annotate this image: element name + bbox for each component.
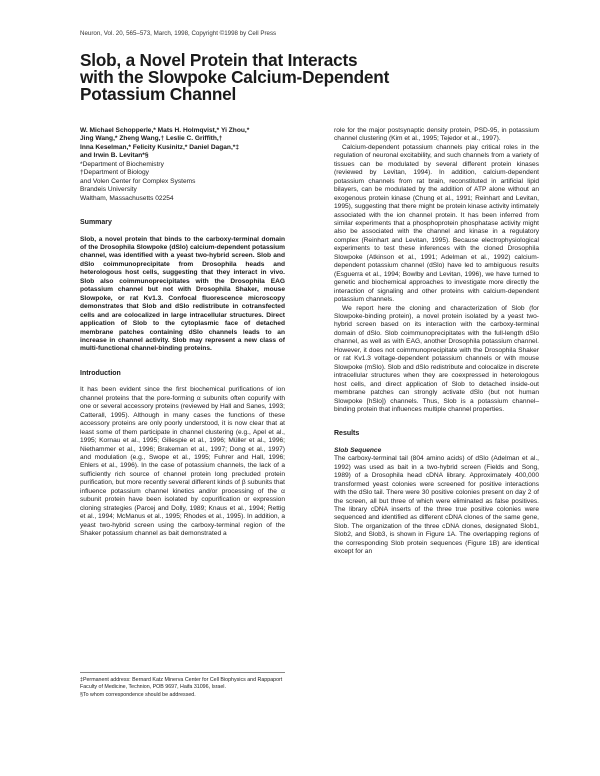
author-line: and Irwin B. Levitan*§ (80, 152, 149, 160)
summary-text: Slob, a novel protein that binds to the carboxy-terminal domain of the Drosophila Slowpoke (dSlo) calcium-dependent potassium channel, was identified with a yeast two-hybrid screen. Slob and dSlo coimmunoprecipitate from Drosophila heads and heterologous host cells, suggesting that they interact in vivo. Slob also coimmunoprecipitates with the Drosophila EAG potassium channel but not with Drosophila Shaker, mouse Slowpoke, or rat Kv1.3. Confocal fluorescence microscopy demonstrates that Slob and dSlo redistribute in cotransfected cells and are colocalized in large intracellular structures. Direct application of Slob to the cytoplasmic face of detached membrane patches containing dSlo channels leads to an increase in channel activity. Slob may represent a new class of multi-functional channel-binding proteins. (80, 235, 285, 353)
author-line: W. Michael Schopperle,* Mats H. Holmqvist,* Yi Zhou,* (80, 127, 250, 134)
introduction-heading: Introduction (80, 369, 121, 377)
affiliation-line: Brandeis University (80, 186, 137, 194)
affiliation-line: and Volen Center for Complex Systems (80, 177, 196, 185)
author-line: Jing Wang,* Zheng Wang,† Leslie C. Griffith,† (80, 135, 223, 143)
author-list (80, 127, 285, 161)
footnote-permanent-address: ‡Permanent address: Bernard Katz Minerva Center for Cell Biophysics and Rappaport Faculty of Medicine, Technion, POB 9697, Haifa 31096, Israel. (80, 677, 283, 691)
title-line: Slob, a Novel Protein that Interacts (80, 50, 358, 70)
affiliation-line: Waltham, Massachusetts 02254 (80, 194, 174, 202)
slob-sequence-subheading: Slob Sequence (334, 446, 382, 454)
footnote-correspondence: §To whom correspondence should be addressed. (80, 691, 196, 698)
title-line: Potassium Channel (80, 84, 237, 104)
journal-citation: Neuron, Vol. 20, 565–573, March, 1998, Copyright ©1998 by Cell Press (80, 30, 277, 37)
footnotes (80, 672, 285, 699)
affiliation-line: †Department of Biology (80, 169, 149, 177)
summary-heading: Summary (80, 219, 112, 227)
right-column (334, 127, 539, 557)
article-title (80, 52, 520, 103)
results-paragraph-1: The carboxy-terminal tail (804 amino acids) of dSlo (Adelman et al., 1992) was used as bait in a two-hybrid screen (Fields and Song, 1989) of a Drosophila head cDNA library. Approximately 400,000 transformed yeast colonies were screened for positive interactions with the dSlo tail. There were 30 positive colonies present on day 2 of the screen, all but three of which were eliminated as false positives. The library cDNA inserts of the three true positive colonies were sequenced and identified as different cDNA clones of the same gene, Slob. The organization of the three cDNA clones, designated Slob1, Slob2, and Slob3, is shown in Figure 1A. The overlapping regions of the corresponding Slob protein sequences (Figure 1B) are identical except for an (334, 455, 539, 556)
intro-paragraph-4: We report here the cloning and characterization of Slob (for Slowpoke-binding protein), a novel protein isolated by a yeast two-hybrid screen based on its interaction with the carboxy-terminal domain of dSlo. Slob coimmunoprecipitates with the full-length dSlo channel, as well as with EAG, another Drosophila potassium channel. However, it does not coimmunoprecipitate with the Drosophila Shaker or rat Kv1.3 voltage-dependent potassium channels or with mouse Slowpoke (mSlo). Slob and dSlo redistribute and colocalize in discrete intracellular structures when they are coexpressed in heterologous host cells, and direct application of Slob to detached inside-out membrane patches can strongly activate dSlo (but not human Slowpoke [hSlo]) channels. Thus, Slob is a potassium channel–binding protein that influences multiple channel properties. (334, 304, 539, 413)
intro-paragraph-1: It has been evident since the first biochemical purifications of ion channel proteins that the pore-forming α subunits often copurify with one or several accessory proteins (reviewed by Hall and Sanes, 1993; Catterall, 1995). Although in many cases the functions of these accessory proteins are only poorly understood, it is now clear that at least some of them participate in channel clustering (e.g., Apel et al., 1995; Kornau et al., 1995; Gillespie et al., 1996; Müller et al., 1996; Niethammer et al., 1996; Brakeman et al., 1997; Dong et al., 1997) and modulation (e.g., Swope et al., 1995; Fuhrer and Hall, 1996; Ehlers et al., 1996). In the case of potassium channels, the lack of a sufficiently rich source of channel protein long precluded protein purification, but more recently several different kinds of β subunits that influence potassium channel kinetics and/or processing of the α subunit protein have been isolated by copurification or expression cloning strategies (Parcej and Dolly, 1989; Knaus et al., 1994; Rettig et al., 1994; McManus et al., 1995; Rhodes et al., 1995). In addition, a yeast two-hybrid screen using the carboxy-terminal region of the Shaker potassium channel as bait demonstrated a (80, 386, 285, 538)
intro-paragraph-2: role for the major postsynaptic density protein, PSD-95, in potassium channel clustering (Kim et al., 1995; Tejedor et al., 1997). (334, 127, 539, 143)
title-line: with the Slowpoke Calcium-Dependent (80, 67, 390, 87)
intro-paragraph-3: Calcium-dependent potassium channels play critical roles in the regulation of neuronal excitability, and such channels from a variety of tissues can be modulated by several different protein kinases (reviewed by Levitan, 1994). In addition, calcium-dependent potassium channels from rat brain, reconstituted in artificial lipid bilayers, can be modulated by the addition of ATP alone without an exogenous protein kinase (Chung et al., 1991; Reinhart and Levitan, 1995), suggesting that there might be protein kinase activity intimately associated with the ion channel protein. It has been inferred from similar experiments that a phosphoprotein phosphatase activity might also be associated with the channel and kinase in a regulatory complex (Reinhart and Levitan, 1995). Because electrophysiological experiments to test these inferences with the cloned Drosophila Slowpoke (Atkinson et al., 1991; Adelman et al., 1992) calcium-dependent potassium channel (dSlo) have led to ambiguous results (Esguerra et al., 1994; Bowlby and Levitan, 1996), we have turned to genetic and biochemical approaches to investigate more directly the interaction of signaling and other proteins with calcium-dependent potassium channels. (334, 143, 539, 304)
affiliations (80, 161, 285, 203)
results-heading: Results (334, 430, 360, 438)
left-column (80, 127, 285, 538)
affiliation-line: *Department of Biochemistry (80, 160, 164, 168)
author-line: Inna Keselman,* Felicity Kusinitz,* Daniel Dagan,*‡ (80, 143, 240, 151)
